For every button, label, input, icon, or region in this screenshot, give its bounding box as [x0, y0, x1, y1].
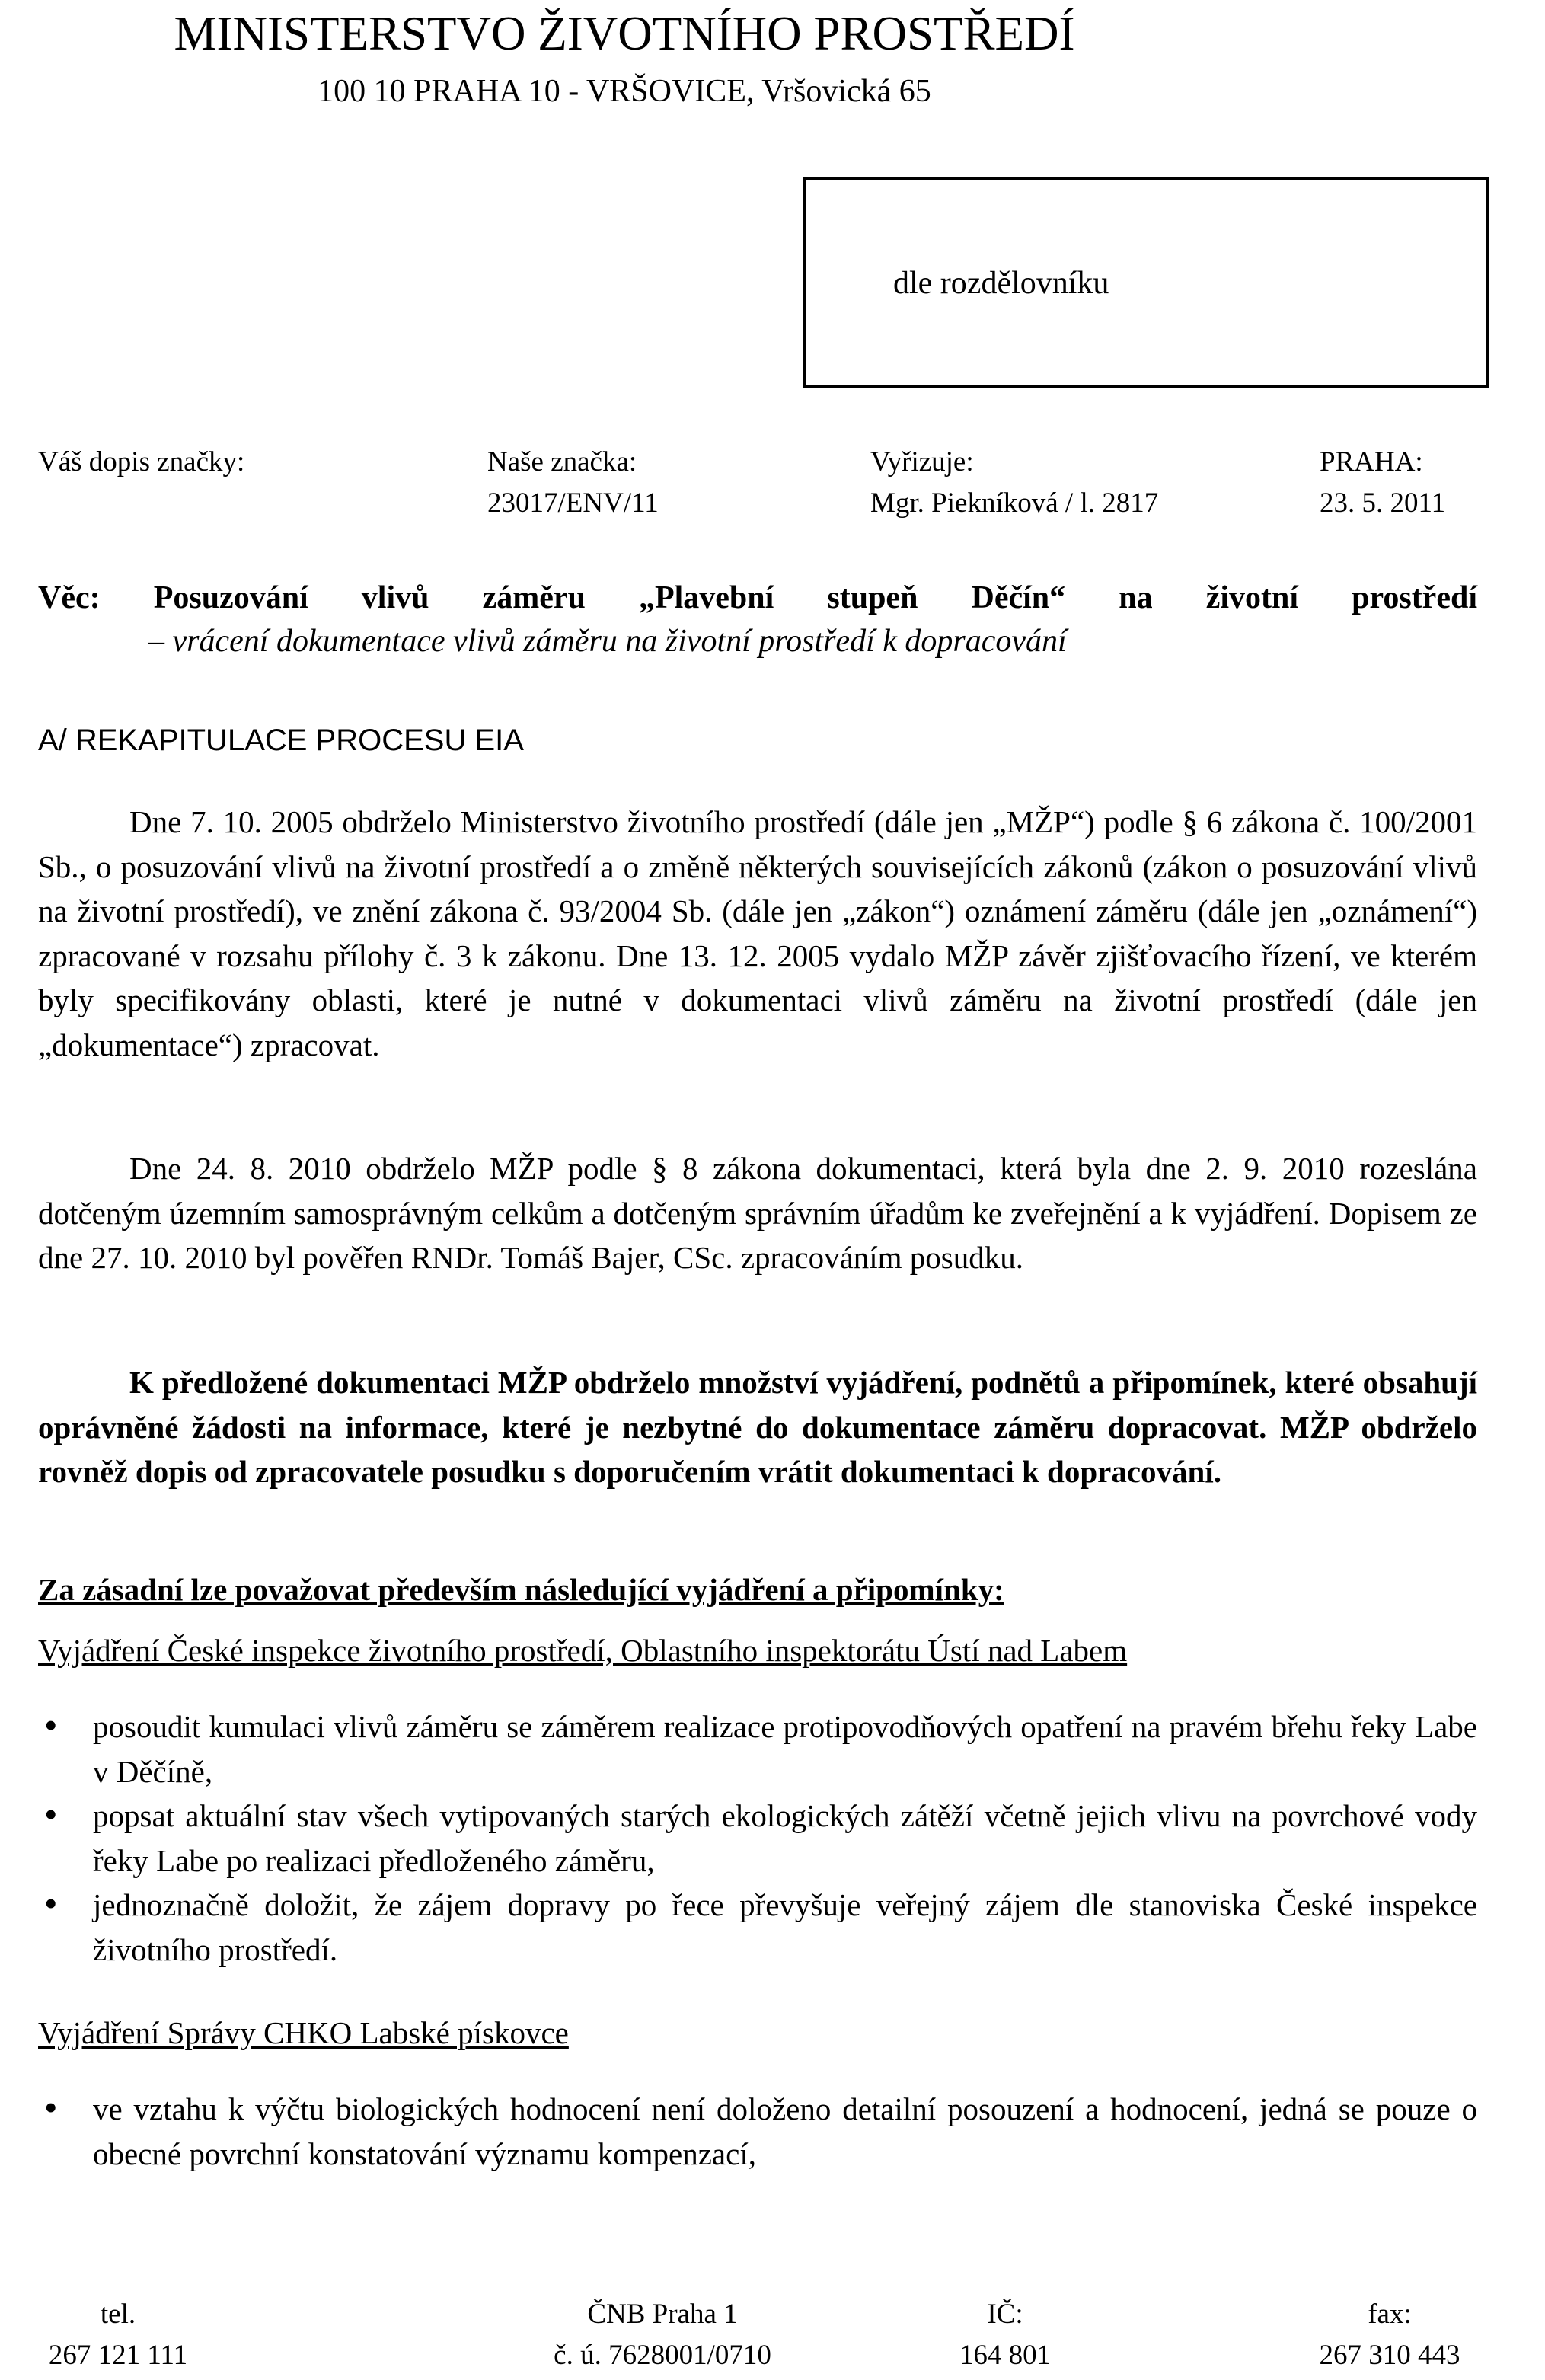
footer-value: 164 801: [959, 2340, 1052, 2371]
paragraph-3: K předložené dokumentaci MŽP obdrželo množství vyjádření, podnětů a připomínek, které obsahují oprávněné žádosti na informace, které je nezbytné do dokumentace záměru dopracovat. MŽP obdrželo rovněž dopis od zpracovatele posudku s doporučením vrátit dokumentaci k dopracování.: [38, 1365, 1477, 1489]
recipient-text: dle rozdělovníku: [893, 266, 1109, 301]
statement-list: [38, 1704, 1477, 1972]
ministry-name: MINISTERSTVO ŽIVOTNÍHO PROSTŘEDÍ: [174, 7, 1075, 60]
footer-label: fax:: [1368, 2299, 1412, 2330]
ref-label-handled-by: Vyřizuje:: [870, 446, 974, 478]
principal-heading: Za zásadní lze považovat především následující vyjádření a připomínky:: [38, 1572, 1004, 1607]
footer-value: č. ú. 7628001/0710: [554, 2340, 771, 2371]
footer-fax: [1302, 2294, 1477, 2376]
footer-ico: [937, 2294, 1074, 2376]
ref-label-our-mark: Naše značka:: [487, 446, 637, 478]
subject: [38, 577, 1477, 663]
footer-value: 267 310 443: [1319, 2340, 1460, 2371]
subject-subtitle: – vrácení dokumentace vlivů záměru na životní prostředí k dopracování: [148, 624, 1067, 659]
footer-label: ČNB Praha 1: [587, 2299, 738, 2330]
subject-title: Věc: Posuzování vlivů záměru „Plavební stupeň Děčín“ na životní prostředí: [38, 580, 1477, 615]
list-item: • jednoznačně doložit, že zájem dopravy po řece převyšuje veřejný zájem dle stanoviska České inspekce životního prostředí.: [38, 1883, 1477, 1972]
statement-heading: Vyjádření Správy CHKO Labské pískovce: [38, 2015, 569, 2050]
ref-label-your-letter: Váš dopis značky:: [38, 446, 245, 478]
footer-phone: [46, 2294, 190, 2376]
ref-value-our-mark: 23017/ENV/11: [487, 487, 659, 519]
statement-heading: Vyjádření České inspekce životního prostředí, Oblastního inspektorátu Ústí nad Labem: [38, 1633, 1128, 1668]
statement-list: [38, 2087, 1477, 2176]
section-heading: A/ REKAPITULACE PROCESU EIA: [38, 724, 524, 757]
footer-label: tel.: [100, 2299, 136, 2330]
list-item: • popsat aktuální stav všech vytipovaných starých ekologických zátěží včetně jejich vlivu na povrchové vody řeky Labe po realizaci předloženého záměru,: [38, 1794, 1477, 1883]
footer-label: IČ:: [987, 2299, 1023, 2330]
paragraph-1: Dne 7. 10. 2005 obdrželo Ministerstvo životního prostředí (dále jen „MŽP“) podle § 6 zákona č. 100/2001 Sb., o posuzování vlivů na životní prostředí a o změně některých souvisejících zákonů (zákon o posuzování vlivů na životní prostředí), ve znění zákona č. 93/2004 Sb. (dále jen „zákon“) oznámení záměru (dále jen „oznámení“) zpracované v rozsahu přílohy č. 3 k zákonu. Dne 13. 12. 2005 vydalo MŽP závěr zjišťovacího řízení, ve kterém byly specifikovány oblasti, které je nutné v dokumentaci vlivů záměru na životní prostředí (dále jen „dokumentace“) zpracovat.: [38, 804, 1477, 1062]
footer-bank: [487, 2294, 838, 2376]
ministry-address: 100 10 PRAHA 10 - VRŠOVICE, Vršovická 65: [318, 74, 931, 109]
list-item: • posoudit kumulaci vlivů záměru se záměrem realizace protipovodňových opatření na pravém břehu řeky Labe v Děčíně,: [38, 1704, 1477, 1794]
paragraph-2: Dne 24. 8. 2010 obdrželo MŽP podle § 8 zákona dokumentaci, která byla dne 2. 9. 2010 rozeslána dotčeným územním samosprávným celkům a dotčeným správním úřadům ke zveřejnění a k vyjádření. Dopisem ze dne 27. 10. 2010 byl pověřen RNDr. Tomáš Bajer, CSc. zpracováním posudku.: [38, 1151, 1477, 1275]
recipient-box: [803, 177, 1489, 388]
ref-label-place: PRAHA:: [1320, 446, 1423, 478]
ref-value-handled-by: Mgr. Piekníková / l. 2817: [870, 487, 1159, 519]
ref-value-date: 23. 5. 2011: [1320, 487, 1446, 519]
footer-value: 267 121 111: [48, 2340, 188, 2371]
list-item: • ve vztahu k výčtu biologických hodnocení není doloženo detailní posouzení a hodnocení, jedná se pouze o obecné povrchní konstatování významu kompenzací,: [38, 2087, 1477, 2176]
